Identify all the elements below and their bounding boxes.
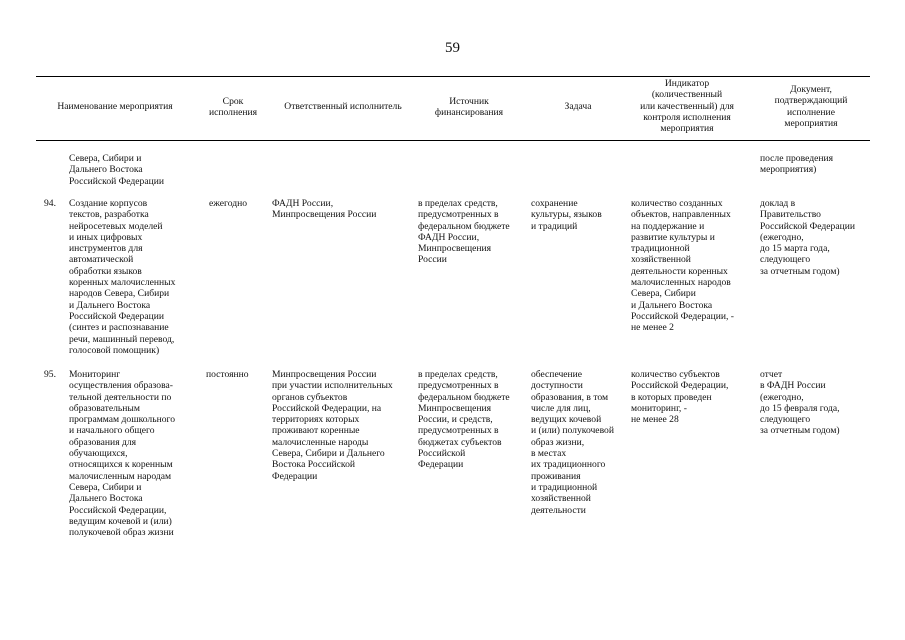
row-94-name: Создание корпусов текстов, разработка нейросетевых моделей и иных цифровых инструментов для автоматической обработки языков коренных малочисленных народов Севера, Сибири и Дальнего Востока Российской Федерации (синтез и распознавание речи, машинный перевод, голосовой помощник) — [69, 198, 176, 356]
header-indicator: Индикатор (количественный или качественный) для контроля исполнения мероприятия — [640, 78, 734, 135]
header-task: Задача — [564, 101, 592, 112]
row-94-task: сохранение культуры, языков и традиций — [531, 198, 602, 232]
row-95-indicator: количество субъектов Российской Федерации, в которых проведен мониторинг, - не менее 28 — [631, 369, 729, 426]
row-95-document: отчет в ФАДН России (ежегодно, до 15 февраля года, следующего за отчетным годом) — [760, 369, 840, 437]
row-95-task: обеспечение доступности образования, в том числе для лиц, ведущих кочевой и (или) полукочевой образ жизни, в местах их традиционного проживания и традиционной хозяйственной деятельности — [531, 369, 614, 516]
row-94-document: доклад в Правительство Российской Федерации (ежегодно, до 15 марта года, следующего за отчетным годом) — [760, 198, 855, 277]
header-source: Источник финансирования — [434, 96, 504, 119]
header-executor: Ответственный исполнитель — [284, 101, 402, 112]
row-95-source: в пределах средств, предусмотренных в федеральном бюджете Минпросвещения России, и средств, предусмотренных в бюджетах субъектов Российской Федерации — [418, 369, 510, 471]
row-94-source: в пределах средств, предусмотренных в федеральном бюджете ФАДН России, Минпросвещения России — [418, 198, 510, 266]
row-94-executor: ФАДН России, Минпросвещения России — [272, 198, 377, 221]
continuation-name: Севера, Сибири и Дальнего Востока Российской Федерации — [69, 153, 164, 187]
row-95-executor: Минпросвещения России при участии исполнительных органов субъектов Российской Федерации, на территориях которых проживают коренные малочисленные народы Севера, Сибири и Дальнего Востока Российской Федерации — [272, 369, 393, 482]
row-95-term: постоянно — [206, 369, 249, 380]
header-document: Документ, подтверждающий исполнение мероприятия — [774, 84, 848, 129]
row-94-term: ежегодно — [209, 198, 248, 209]
row-94-indicator: количество созданных объектов, направленных на поддержание и развитие культуры и традиционной хозяйственной деятельности коренных малочисленных народов Севера, Сибири и Дальнего Востока Российской Федерации, - не менее 2 — [631, 198, 734, 334]
row-95-number: 95. — [44, 369, 56, 380]
continuation-document: после проведения мероприятия) — [760, 153, 834, 176]
table-top-rule — [36, 76, 870, 77]
header-term: Срок исполнения — [208, 96, 258, 119]
header-bottom-rule — [36, 140, 870, 141]
header-name: Наименование мероприятия — [57, 101, 173, 112]
row-95-name: Мониторинг осуществления образова- тельной деятельности по образовательным программам дошкольного и начального общего образования для обучающихся, относящихся к коренным малочисленным народам Севера, Сибири и Дальнего Востока Российской Федерации, ведущим кочевой и (или) полукочевой образ жизни — [69, 369, 176, 539]
page-number: 59 — [445, 40, 460, 56]
row-94-number: 94. — [44, 198, 56, 209]
